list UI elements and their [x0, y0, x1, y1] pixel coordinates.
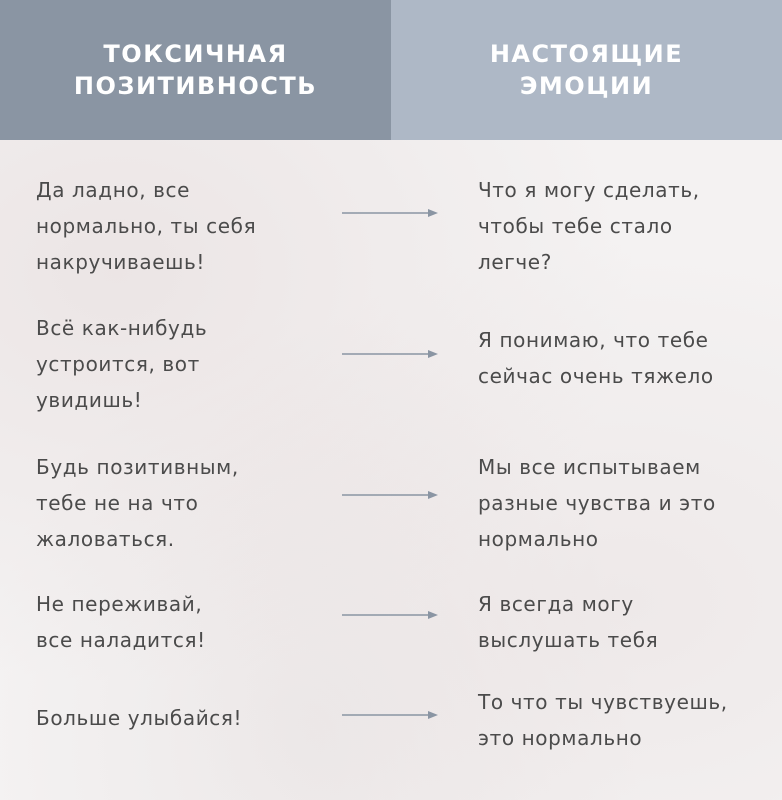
real-phrase-4: Я всегда могу выслушать тебя [478, 592, 659, 652]
toxic-phrase-1: Да ладно, все нормально, ты себя накручиваешь! [36, 178, 257, 274]
header-toxic-positivity [0, 0, 391, 140]
arrow-right-icon [342, 208, 438, 218]
header-left-title: ТОКСИЧНАЯ ПОЗИТИВНОСТЬ [73, 40, 318, 100]
header-real-emotions [391, 0, 782, 140]
real-phrase-1: Что я могу сделать, чтобы тебе стало легче? [478, 178, 700, 274]
arrow-right-icon [342, 610, 438, 620]
toxic-phrase-4: Не переживай, все наладится! [36, 592, 206, 652]
toxic-phrase-5: Больше улыбайся! [36, 706, 243, 730]
toxic-phrase-2: Всё как-нибудь устроится, вот увидишь! [36, 316, 208, 412]
header-right-title: НАСТОЯЩИЕ ЭМОЦИИ [489, 40, 684, 100]
real-phrase-3: Мы все испытываем разные чувства и это нормально [478, 455, 716, 551]
arrow-right-icon [342, 710, 438, 720]
real-phrase-2: Я понимаю, что тебе сейчас очень тяжело [478, 328, 714, 388]
toxic-phrase-3: Будь позитивным, тебе не на что жаловаться. [36, 455, 239, 551]
arrow-right-icon [342, 349, 438, 359]
arrow-right-icon [342, 490, 438, 500]
real-phrase-5: То что ты чувствуешь, это нормально [478, 690, 728, 750]
